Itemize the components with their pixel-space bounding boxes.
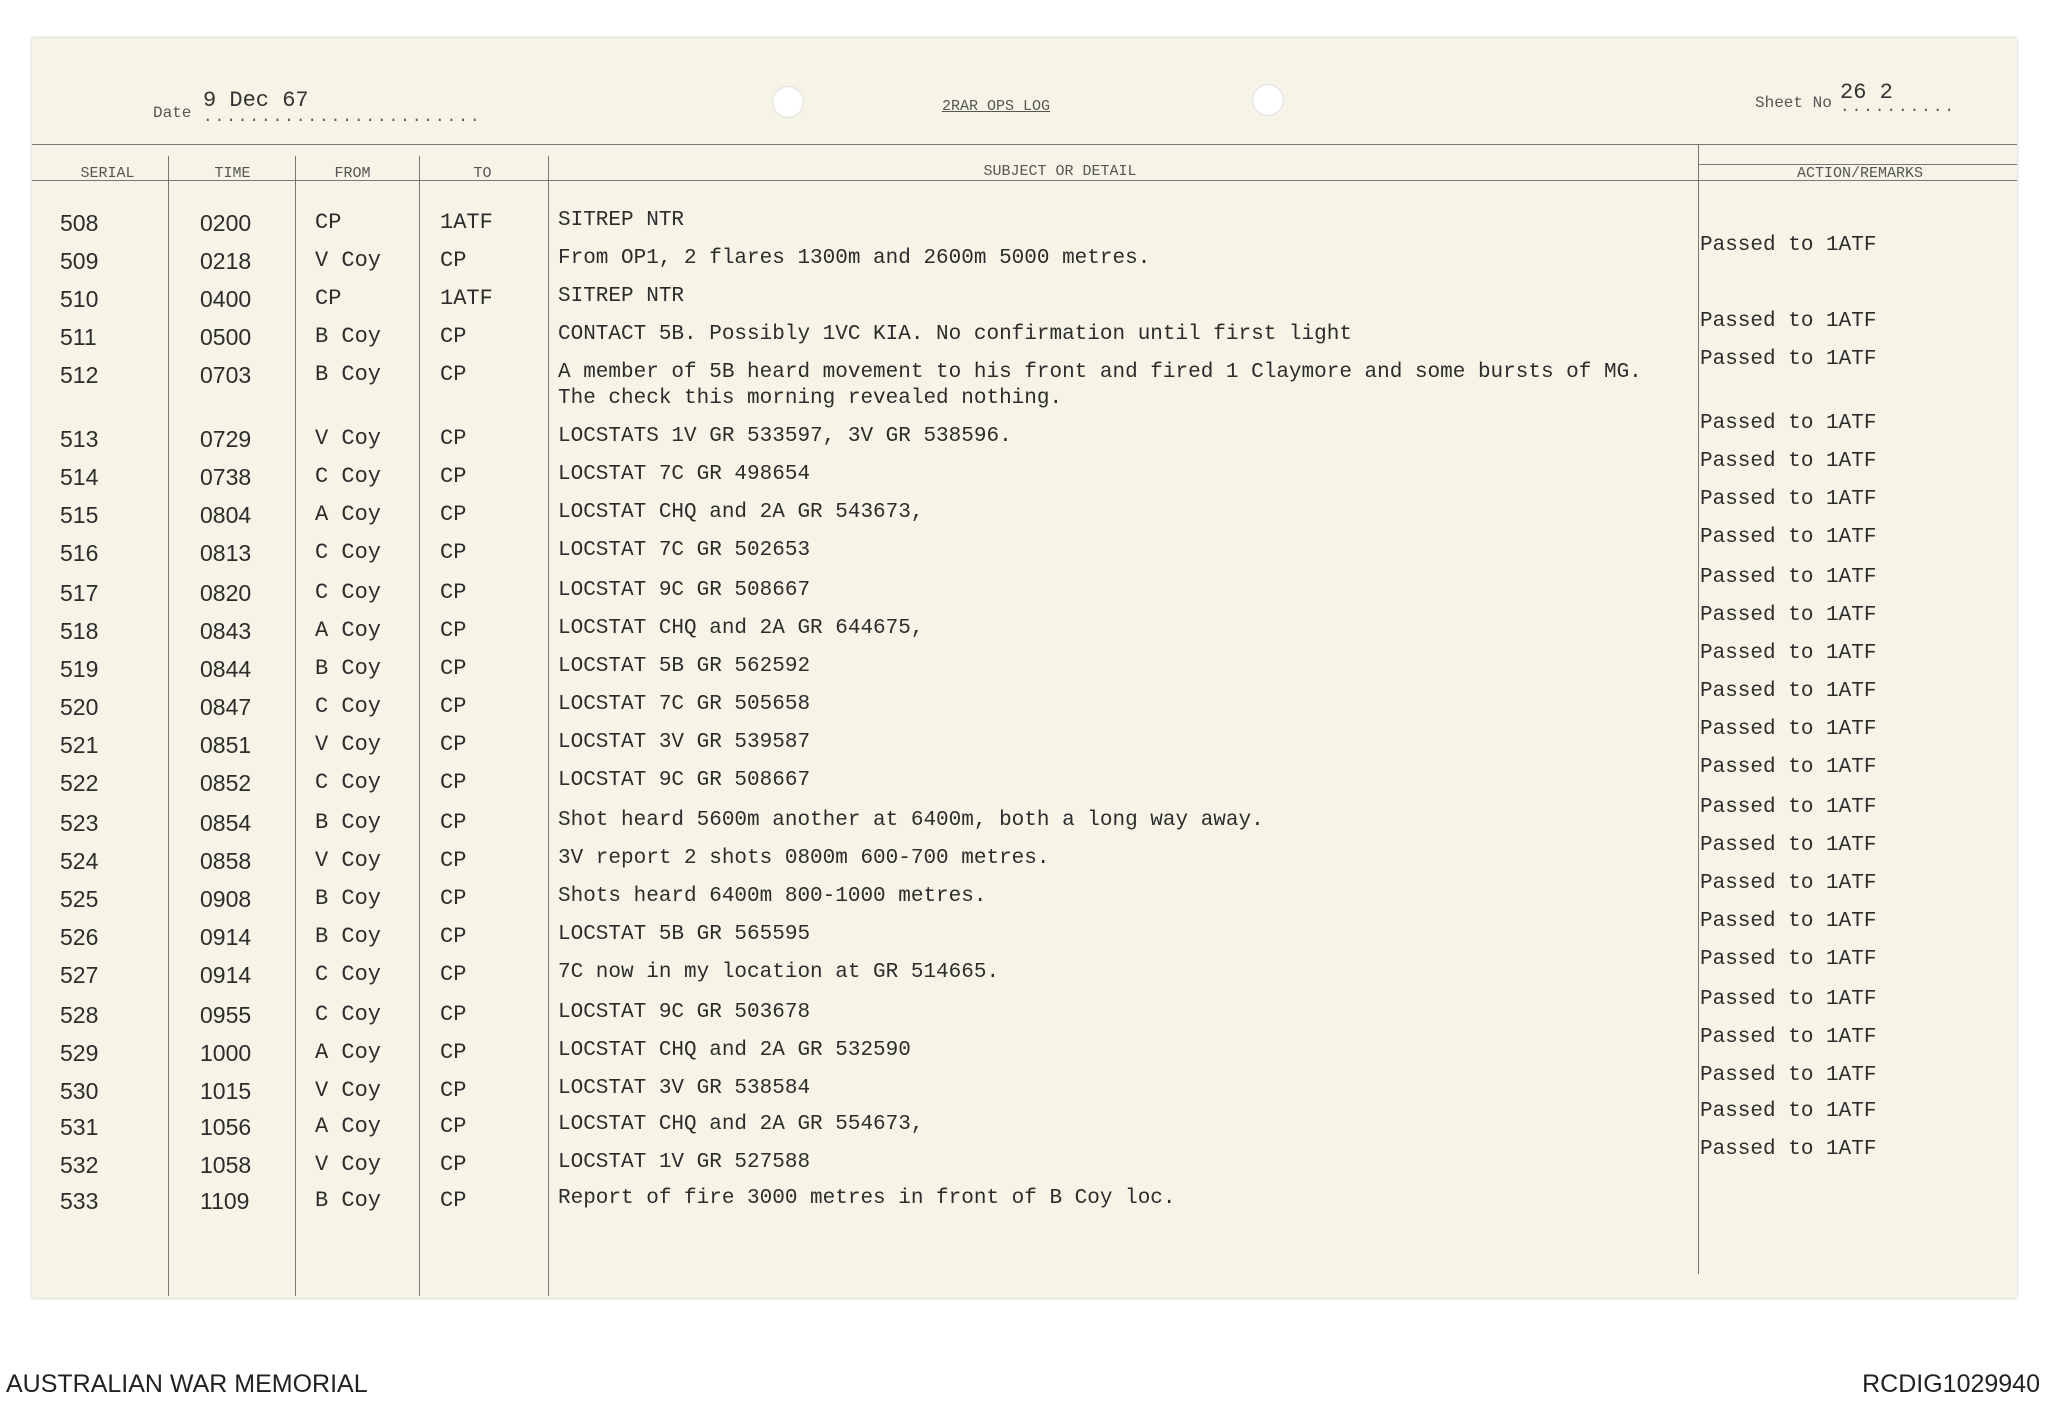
row-detail: LOCSTATS 1V GR 533597, 3V GR 538596. [558,425,1012,448]
row-detail: CONTACT 5B. Possibly 1VC KIA. No confirmation until first light [558,323,1352,346]
row-time: 0218 [200,248,252,274]
row-time: 0804 [200,502,252,528]
row-from: CP [315,210,342,235]
sheet-value: 26 2 [1840,80,1893,105]
row-time: 0500 [200,324,252,350]
sheet-label: Sheet No [1755,94,1832,112]
row-time: 0908 [200,886,252,912]
row-action: Passed to 1ATF [1700,348,1877,371]
row-time: 0843 [200,618,252,644]
row-to: CP [440,1040,467,1065]
header-rule-top [32,144,2017,145]
row-to: CP [440,924,467,949]
row-serial: 522 [60,770,99,796]
row-detail: 7C now in my location at GR 514665. [558,961,1000,984]
row-to: 1ATF [440,210,493,235]
sheet-dotted-line: .......... [1840,98,1957,116]
row-time: 0854 [200,810,252,836]
row-to: CP [440,362,467,387]
row-to: CP [440,248,467,273]
row-from: C Coy [315,1002,382,1027]
row-detail: LOCSTAT 3V GR 538584 [558,1077,811,1100]
row-detail: LOCSTAT 9C GR 508667 [558,769,811,792]
row-detail: A member of 5B heard movement to his front and fired 1 Claymore and some bursts of MG. The check this morning revealed nothing. [558,361,1642,410]
row-detail: LOCSTAT 5B GR 562592 [558,655,811,678]
row-to: CP [440,656,467,681]
row-serial: 515 [60,502,99,528]
row-detail: SITREP NTR [558,285,685,308]
row-time: 1109 [200,1188,250,1214]
row-to: CP [440,694,467,719]
row-time: 0851 [200,732,252,758]
row-from: C Coy [315,770,382,795]
row-from: B Coy [315,656,382,681]
row-from: B Coy [315,362,382,387]
row-from: V Coy [315,1152,382,1177]
row-from: B Coy [315,1188,382,1213]
row-action: Passed to 1ATF [1700,948,1877,971]
row-serial: 513 [60,426,99,452]
row-from: C Coy [315,464,382,489]
row-action: Passed to 1ATF [1700,1100,1877,1123]
row-from: B Coy [315,810,382,835]
column-divider-serial [168,156,169,1296]
row-from: A Coy [315,618,382,643]
row-serial: 533 [60,1188,99,1214]
column-header-serial: SERIAL [80,165,135,182]
row-from: C Coy [315,580,382,605]
date-dotted-line: ........................ [203,108,482,126]
row-serial: 531 [60,1114,99,1140]
column-header-to: TO [473,165,492,182]
row-from: B Coy [315,324,382,349]
row-detail: LOCSTAT 5B GR 565595 [558,923,811,946]
row-time: 1015 [200,1078,252,1104]
row-action: Passed to 1ATF [1700,910,1877,933]
row-action: Passed to 1ATF [1700,834,1877,857]
row-action: Passed to 1ATF [1700,604,1877,627]
row-serial: 529 [60,1040,99,1066]
date-label: Date [153,104,192,122]
row-action: Passed to 1ATF [1700,488,1877,511]
row-action: Passed to 1ATF [1700,756,1877,779]
row-detail: LOCSTAT 9C GR 503678 [558,1001,811,1024]
row-action: Passed to 1ATF [1700,1138,1877,1161]
row-time: 0844 [200,656,252,682]
row-action: Passed to 1ATF [1700,642,1877,665]
row-serial: 511 [60,324,97,350]
row-serial: 520 [60,694,99,720]
row-serial: 512 [60,362,99,388]
row-time: 0852 [200,770,252,796]
row-serial: 532 [60,1152,99,1178]
row-detail: LOCSTAT 1V GR 527588 [558,1151,811,1174]
row-action: Passed to 1ATF [1700,566,1877,589]
row-to: CP [440,1188,467,1213]
row-serial: 524 [60,848,99,874]
row-time: 0400 [200,286,252,312]
row-from: V Coy [315,848,382,873]
row-from: C Coy [315,962,382,987]
row-detail: Report of fire 3000 metres in front of B Coy loc. [558,1187,1176,1210]
row-time: 0914 [200,962,252,988]
row-to: CP [440,962,467,987]
column-header-detail: SUBJECT OR DETAIL [983,163,1137,180]
row-to: CP [440,1078,467,1103]
row-time: 1000 [200,1040,252,1066]
row-detail: LOCSTAT 3V GR 539587 [558,731,811,754]
date-value: 9 Dec 67 [203,88,309,113]
row-from: V Coy [315,426,382,451]
row-serial: 528 [60,1002,99,1028]
row-action: Passed to 1ATF [1700,988,1877,1011]
row-time: 0914 [200,924,252,950]
row-serial: 526 [60,924,99,950]
row-time: 0738 [200,464,252,490]
row-detail: LOCSTAT 7C GR 498654 [558,463,811,486]
row-action: Passed to 1ATF [1700,1026,1877,1049]
row-action: Passed to 1ATF [1700,718,1877,741]
row-serial: 516 [60,540,99,566]
row-serial: 527 [60,962,99,988]
row-time: 0955 [200,1002,252,1028]
row-detail: LOCSTAT 7C GR 505658 [558,693,811,716]
row-action: Passed to 1ATF [1700,1064,1877,1087]
row-time: 1056 [200,1114,252,1140]
row-detail: LOCSTAT 9C GR 508667 [558,579,811,602]
row-time: 1058 [200,1152,252,1178]
column-divider-from [419,156,420,1296]
row-detail: LOCSTAT CHQ and 2A GR 543673, [558,501,924,524]
row-serial: 510 [60,286,99,312]
row-time: 0813 [200,540,252,566]
row-from: A Coy [315,1114,382,1139]
row-from: C Coy [315,694,382,719]
row-to: CP [440,810,467,835]
row-action: Passed to 1ATF [1700,234,1877,257]
row-serial: 509 [60,248,99,274]
column-divider-detail [1698,144,1699,1274]
row-serial: 523 [60,810,99,836]
row-serial: 517 [60,580,99,606]
row-time: 0820 [200,580,252,606]
row-detail: Shots heard 6400m 800-1000 metres. [558,885,987,908]
row-action: Passed to 1ATF [1700,680,1877,703]
row-action: Passed to 1ATF [1700,412,1877,435]
row-detail: LOCSTAT CHQ and 2A GR 554673, [558,1113,924,1136]
row-serial: 518 [60,618,99,644]
row-from: C Coy [315,540,382,565]
row-time: 0858 [200,848,252,874]
row-to: CP [440,464,467,489]
row-time: 0847 [200,694,252,720]
row-serial: 519 [60,656,99,682]
row-action: Passed to 1ATF [1700,526,1877,549]
row-serial: 508 [60,210,99,236]
punch-hole-left [772,86,804,118]
row-to: CP [440,886,467,911]
footer-record-id: RCDIG1029940 [1862,1370,2040,1398]
row-to: CP [440,848,467,873]
row-action: Passed to 1ATF [1700,872,1877,895]
row-time: 0703 [200,362,252,388]
row-action: Passed to 1ATF [1700,310,1877,333]
row-from: B Coy [315,886,382,911]
row-detail: 3V report 2 shots 0800m 600-700 metres. [558,847,1050,870]
row-from: A Coy [315,1040,382,1065]
row-to: CP [440,502,467,527]
row-serial: 530 [60,1078,99,1104]
column-header-from: FROM [334,165,371,182]
row-to: CP [440,732,467,757]
punch-hole-right [1252,84,1284,116]
column-divider-time [295,156,296,1296]
row-serial: 514 [60,464,99,490]
column-divider-to [548,156,549,1296]
row-time: 0729 [200,426,252,452]
row-to: CP [440,1152,467,1177]
row-detail: SITREP NTR [558,209,685,232]
row-from: V Coy [315,248,382,273]
column-header-time: TIME [214,165,251,182]
row-serial: 525 [60,886,99,912]
row-from: V Coy [315,1078,382,1103]
row-detail: Shot heard 5600m another at 6400m, both a long way away. [558,809,1264,832]
column-header-action: ACTION/REMARKS [1796,165,1924,182]
row-detail: LOCSTAT CHQ and 2A GR 532590 [558,1039,911,1062]
row-to: CP [440,426,467,451]
log-title: 2RAR OPS LOG [942,98,1051,115]
row-detail: From OP1, 2 flares 1300m and 2600m 5000 metres. [558,247,1151,270]
row-from: CP [315,286,342,311]
row-from: A Coy [315,502,382,527]
row-to: CP [440,580,467,605]
row-to: CP [440,1002,467,1027]
row-action: Passed to 1ATF [1700,796,1877,819]
row-to: CP [440,618,467,643]
row-action: Passed to 1ATF [1700,450,1877,473]
row-to: CP [440,770,467,795]
row-detail: LOCSTAT CHQ and 2A GR 644675, [558,617,924,640]
row-from: B Coy [315,924,382,949]
row-to: CP [440,324,467,349]
row-serial: 521 [60,732,99,758]
row-detail: LOCSTAT 7C GR 502653 [558,539,811,562]
row-from: V Coy [315,732,382,757]
row-time: 0200 [200,210,252,236]
row-to: 1ATF [440,286,493,311]
row-to: CP [440,1114,467,1139]
row-to: CP [440,540,467,565]
footer-source: AUSTRALIAN WAR MEMORIAL [6,1370,368,1398]
